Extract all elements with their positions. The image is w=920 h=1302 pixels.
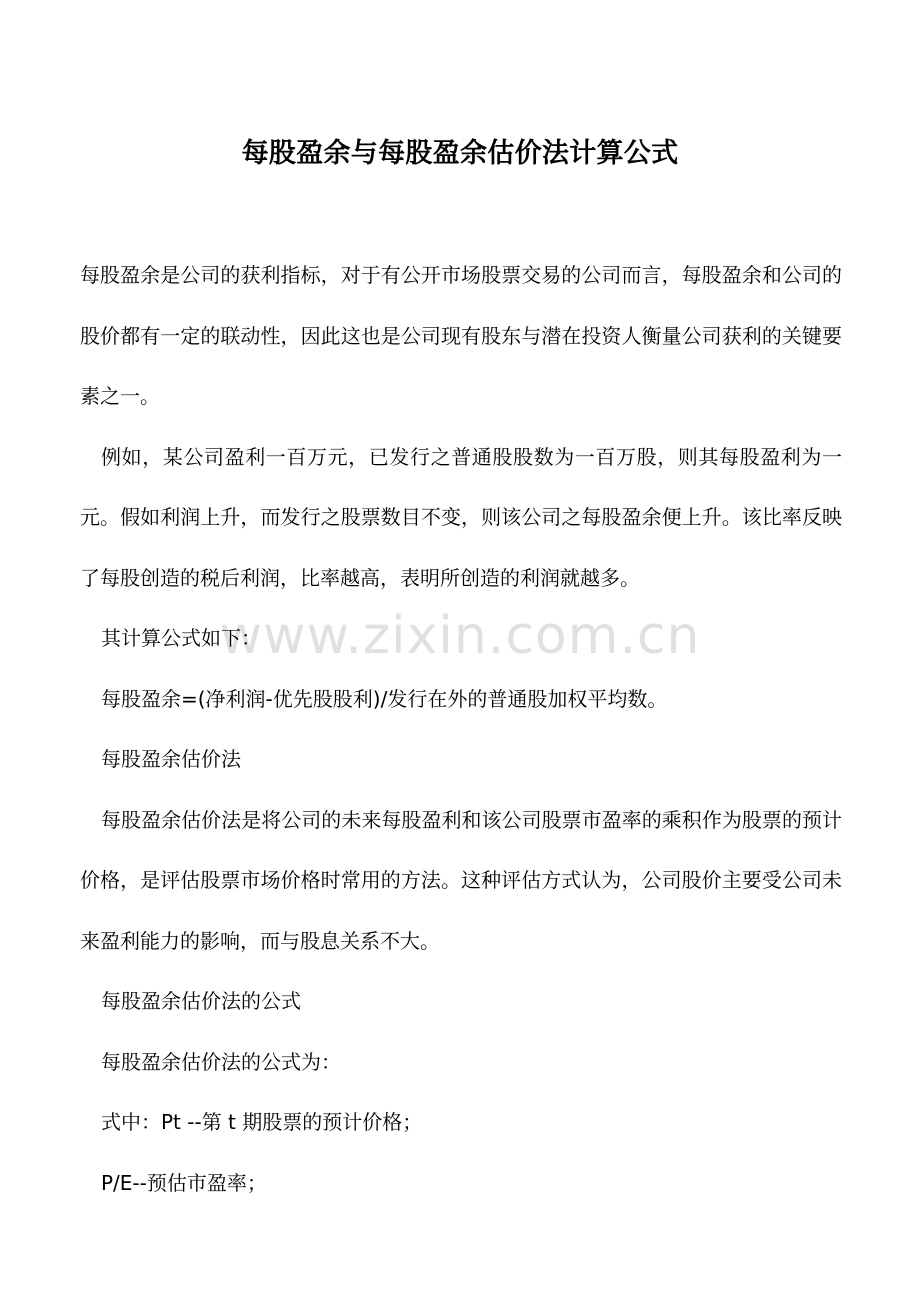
- section-heading-eps-valuation: 每股盈余估价法: [101, 747, 241, 771]
- paragraph-pt-definition: 式中：Pt --第 t 期股票的预计价格；: [101, 1110, 423, 1134]
- paragraph-formula-lead: 其计算公式如下：: [101, 626, 261, 650]
- paragraph-eps-intro: 每股盈余是公司的获利指标，对于有公开市场股票交易的公司而言，每股盈余和公司的股价都有一定的联动性，因此这也是公司现有股东与潜在投资人衡量公司获利的关键要素之一。: [80, 263, 842, 408]
- document-body: [80, 245, 842, 1213]
- document-title: 每股盈余与每股盈余估价法计算公式: [241, 138, 679, 170]
- paragraph-eps-valuation-description: 每股盈余估价法是将公司的未来每股盈利和该公司股票市盈率的乘积作为股票的预计价格，是评估股票市场价格时常用的方法。这种评估方式认为，公司股价主要受公司未来盈利能力的影响，而与股息关系不大。: [80, 807, 842, 953]
- section-heading-valuation-formula: 每股盈余估价法的公式: [101, 989, 301, 1013]
- paragraph-eps-example: 例如，某公司盈利一百万元，已发行之普通股股数为一百万股，则其每股盈利为一元。假如利润上升，而发行之股票数目不变，则该公司之每股盈余便上升。该比率反映了每股创造的税后利润，比率越高，表明所创造的利润就越多。: [80, 444, 842, 590]
- paragraph-valuation-formula-lead: 每股盈余估价法的公式为：: [101, 1049, 341, 1074]
- paragraph-eps-formula: 每股盈余=(净利润-优先股股利)/发行在外的普通股加权平均数。: [101, 686, 668, 711]
- paragraph-pe-definition: P/E--预估市盈率；: [101, 1170, 267, 1195]
- watermark: www.zixin.com.cn: [219, 606, 701, 666]
